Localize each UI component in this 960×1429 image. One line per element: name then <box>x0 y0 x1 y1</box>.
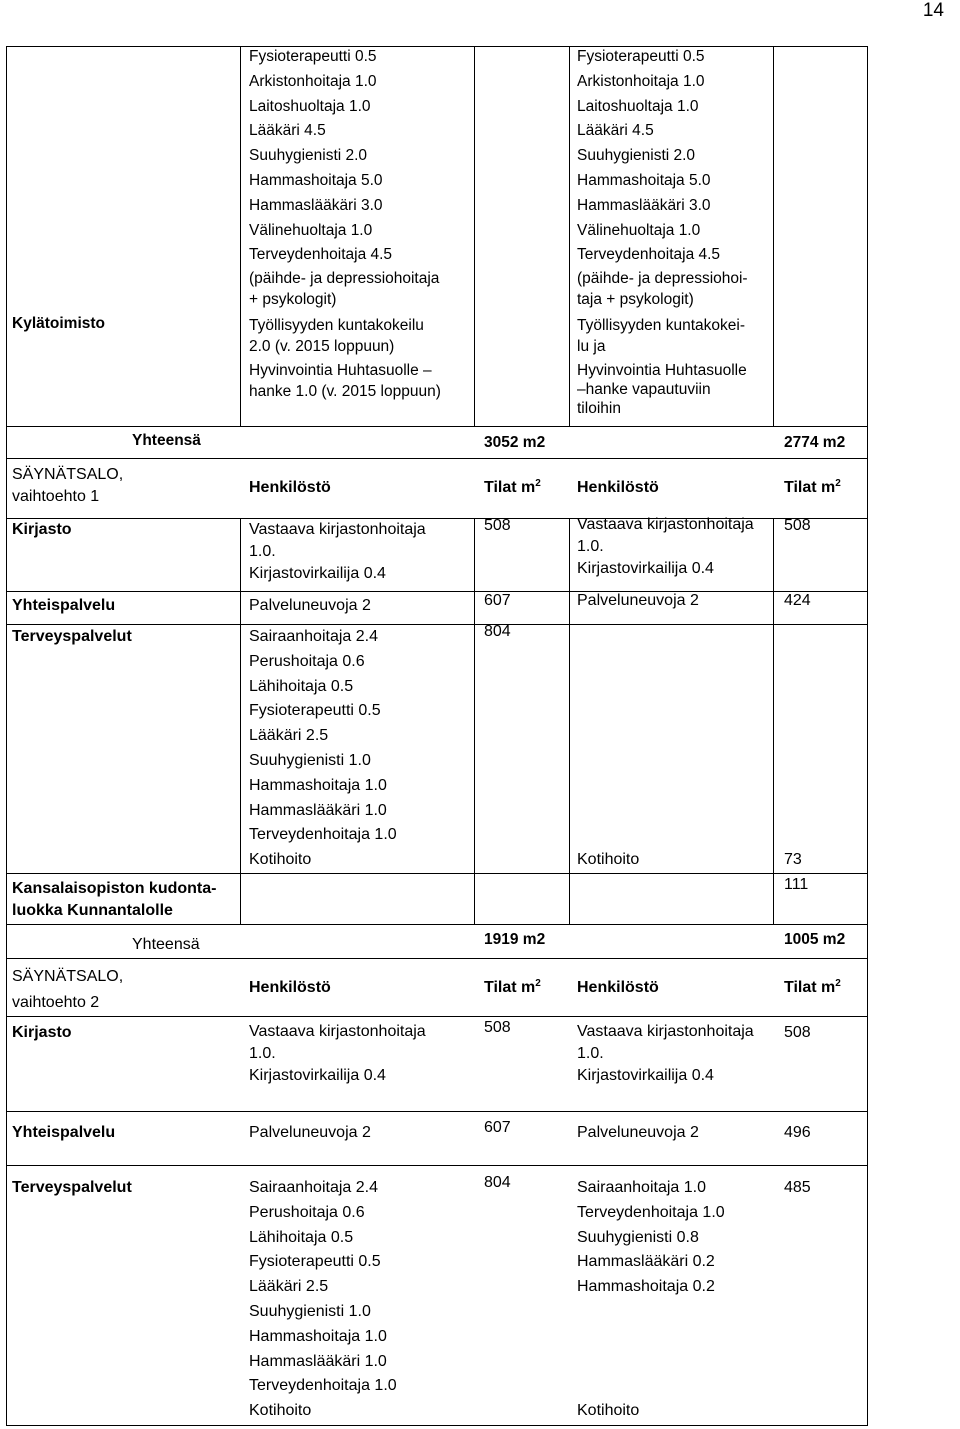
option2-header-staff-b: Henkilöstö <box>577 979 659 996</box>
total-b: 2774 m2 <box>784 434 846 451</box>
option1-total-a: 1919 m2 <box>484 931 546 948</box>
row-line <box>6 1165 868 1166</box>
row-line <box>6 1016 868 1017</box>
kylatoimisto-label: Kylätoimisto <box>12 315 106 332</box>
option2-header-space-b: Tilat $m^2$ <box>784 978 841 996</box>
divider <box>240 518 241 924</box>
yhteispalvelu-label: Yhteispalvelu <box>12 597 116 614</box>
terveyspalvelut-staff-a: Sairaanhoitaja 2.4 Perushoitaja 0.6 Lähihoitaja 0.5 Fysioterapeutti 0.5 Lääkäri 2.5 Suuhygienisti 1.0 Hammashoitaja 1.0 Hammaslääkäri 1.0 Terveydenhoitaja 1.0 Kotihoito <box>249 1179 397 1420</box>
row-line <box>6 1425 868 1426</box>
terveyspalvelut-space-b: 73 <box>784 851 802 868</box>
terveyspalvelut-staff-b: Kotihoito <box>577 851 640 868</box>
option1-title: SÄYNÄTSALO, vaihtoehto 1 <box>12 466 124 505</box>
kirjasto-staff-b: Vastaava kirjastonhoitaja 1.0. Kirjastovirkailija 0.4 <box>577 516 754 577</box>
yhteispalvelu-space-b: 496 <box>784 1124 811 1141</box>
kirjasto-staff-a: Vastaava kirjastonhoitaja 1.0. Kirjastovirkailija 0.4 <box>249 1023 426 1084</box>
row-line <box>6 1111 868 1112</box>
terveyspalvelut-staff-a: Sairaanhoitaja 2.4 Perushoitaja 0.6 Lähihoitaja 0.5 Fysioterapeutti 0.5 Lääkäri 2.5 Suuhygienisti 1.0 Hammashoitaja 1.0 Hammaslääkäri 1.0 Terveydenhoitaja 1.0 Kotihoito <box>249 628 397 869</box>
kirjasto-label: Kirjasto <box>12 521 72 538</box>
yhteispalvelu-staff-b: Palveluneuvoja 2 <box>577 592 699 609</box>
row-line <box>6 924 868 925</box>
yhteispalvelu-staff-a: Palveluneuvoja 2 <box>249 1124 371 1141</box>
kirjasto-staff-b: Vastaava kirjastonhoitaja 1.0. Kirjastovirkailija 0.4 <box>577 1023 754 1084</box>
yhteispalvelu-space-a: 607 <box>484 592 511 609</box>
kirjasto-space-a: 508 <box>484 1019 511 1036</box>
kudonta-label: Kansalaisopiston kudonta- luokka Kunnantalolle <box>12 880 217 919</box>
row-line <box>6 426 868 427</box>
option1-total-b: 1005 m2 <box>784 931 846 948</box>
yhteispalvelu-space-a: 607 <box>484 1119 511 1136</box>
kirjasto-space-a: 508 <box>484 517 511 534</box>
divider <box>569 46 570 426</box>
terveyspalvelut-space-a: 804 <box>484 623 511 640</box>
option2-header-staff-a: Henkilöstö <box>249 979 331 996</box>
terveyspalvelut-space-b: 485 <box>784 1179 811 1196</box>
total-label: Yhteensä <box>132 432 201 449</box>
option1-header-space-b: Tilat $m^2$ <box>784 478 841 496</box>
option1-total-label: Yhteensä <box>132 936 200 953</box>
table-border-right <box>867 46 868 1426</box>
divider <box>474 518 475 924</box>
option1-header-staff-a: Henkilöstö <box>249 479 331 496</box>
table-border-left <box>6 46 7 1426</box>
kirjasto-label: Kirjasto <box>12 1024 72 1041</box>
terveyspalvelut-space-a: 804 <box>484 1174 511 1191</box>
terveyspalvelut-label: Terveyspalvelut <box>12 1179 132 1196</box>
option2-header-space-a: Tilat $m^2$ <box>484 978 541 996</box>
option1-header-space-a: Tilat $m^2$ <box>484 478 541 496</box>
row-line <box>6 591 868 592</box>
option1-header-staff-b: Henkilöstö <box>577 479 659 496</box>
terveyspalvelut-label: Terveyspalvelut <box>12 628 132 645</box>
terveyspalvelut-staff-b: Sairaanhoitaja 1.0 Terveydenhoitaja 1.0 Suuhygienisti 0.8 Hammaslääkäri 0.2 Hammashoitaja 0.2 Kotihoito <box>577 1179 725 1420</box>
row-line <box>6 458 868 459</box>
row-line <box>6 873 868 874</box>
page-number: 14 <box>922 0 944 21</box>
kylatoimisto-staff-b: Fysioterapeutti 0.5 Arkistonhoitaja 1.0 Laitoshuoltaja 1.0 Lääkäri 4.5 Suuhygienisti 2.0 Hammashoitaja 5.0 Hammaslääkäri 3.0 Välinehuoltaja 1.0 Terveydenhoitaja 4.5 (päihde- ja depressiohoi- taja + psykologit) Työllisyyden kuntakokei- lu ja Hyvinvointia Huhtasuolle –hanke vapautuviin tiloihin <box>577 48 748 418</box>
yhteispalvelu-label: Yhteispalvelu <box>12 1124 116 1141</box>
divider <box>240 46 241 426</box>
kirjasto-staff-a: Vastaava kirjastonhoitaja 1.0. Kirjastovirkailija 0.4 <box>249 521 426 582</box>
kudonta-space-b: 111 <box>784 876 809 893</box>
total-a: 3052 m2 <box>484 434 546 451</box>
divider <box>773 518 774 924</box>
kirjasto-space-b: 508 <box>784 1024 811 1041</box>
yhteispalvelu-space-b: 424 <box>784 592 811 609</box>
kylatoimisto-staff-a: Fysioterapeutti 0.5 Arkistonhoitaja 1.0 Laitoshuoltaja 1.0 Lääkäri 4.5 Suuhygienisti 2.0 Hammashoitaja 5.0 Hammaslääkäri 3.0 Välinehuoltaja 1.0 Terveydenhoitaja 4.5 (päihde- ja depressiohoitaja + psykologit) Työllisyyden kuntakokeilu 2.0 (v. 2015 loppuun) Hyvinvointia Huhtasuolle – hanke 1.0 (v. 2015 loppuun) <box>249 48 441 401</box>
row-line <box>6 624 868 625</box>
kirjasto-space-b: 508 <box>784 517 811 534</box>
divider <box>474 46 475 426</box>
option2-title: SÄYNÄTSALO, vaihtoehto 2 <box>12 968 124 1011</box>
yhteispalvelu-staff-a: Palveluneuvoja 2 <box>249 597 371 614</box>
yhteispalvelu-staff-b: Palveluneuvoja 2 <box>577 1124 699 1141</box>
divider <box>569 518 570 924</box>
divider <box>773 46 774 426</box>
row-line <box>6 958 868 959</box>
